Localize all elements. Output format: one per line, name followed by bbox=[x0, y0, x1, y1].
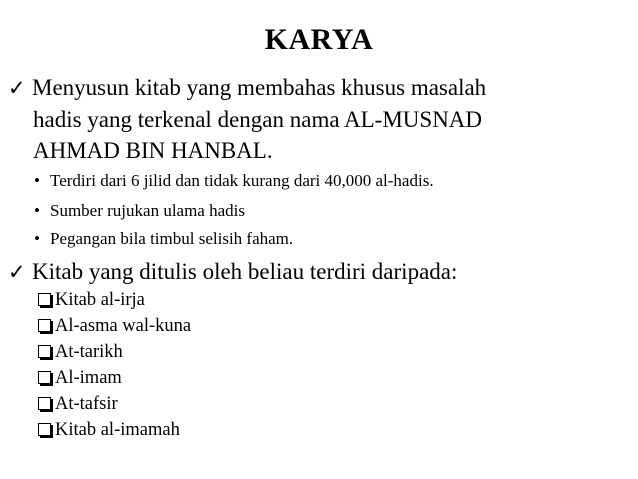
sub-bullet-item bbox=[34, 226, 293, 252]
kitab-list-item bbox=[38, 366, 122, 391]
bullet-dot-icon: • bbox=[34, 171, 40, 190]
square-bullet-icon bbox=[38, 397, 51, 410]
kitab-name: Kitab al-irja bbox=[55, 290, 145, 310]
kitab-list-item bbox=[38, 340, 123, 365]
point-1-line-3: AHMAD BIN HANBAL. bbox=[33, 138, 273, 163]
kitab-name: Al-imam bbox=[55, 368, 122, 388]
square-bullet-icon bbox=[38, 319, 51, 332]
square-bullet-icon bbox=[38, 345, 51, 358]
kitab-name: Al-asma wal-kuna bbox=[55, 316, 192, 336]
point-1-line-2: hadis yang terkenal dengan nama AL-MUSNAD bbox=[33, 107, 483, 132]
point-1-line-1: Menyusun kitab yang membahas khusus masalah bbox=[32, 75, 487, 100]
check-icon: ✓ bbox=[8, 260, 26, 284]
kitab-name: At-tarikh bbox=[55, 342, 123, 362]
point-1 bbox=[8, 72, 608, 166]
sub-bullet-text: Terdiri dari 6 jilid dan tidak kurang dari 40,000 al-hadis. bbox=[50, 171, 434, 190]
square-bullet-icon bbox=[38, 423, 51, 436]
check-icon: ✓ bbox=[8, 76, 26, 100]
point-2 bbox=[8, 256, 608, 288]
square-bullet-icon bbox=[38, 371, 51, 384]
kitab-name: Kitab al-imamah bbox=[55, 420, 180, 440]
point-2-line-1: Kitab yang ditulis oleh beliau terdiri daripada: bbox=[32, 259, 458, 284]
kitab-list-item bbox=[38, 392, 118, 417]
sub-bullet-item bbox=[34, 168, 434, 194]
sub-bullet-text: Sumber rujukan ulama hadis bbox=[50, 201, 245, 220]
slide-title: KARYA bbox=[264, 23, 374, 56]
kitab-list-item bbox=[38, 314, 191, 339]
kitab-list-item bbox=[38, 418, 180, 443]
bullet-dot-icon: • bbox=[34, 201, 40, 220]
square-bullet-icon bbox=[38, 293, 51, 306]
kitab-name: At-tafsir bbox=[55, 394, 118, 414]
kitab-list-item bbox=[38, 288, 145, 313]
bullet-dot-icon: • bbox=[34, 229, 40, 248]
sub-bullet-item bbox=[34, 198, 245, 224]
sub-bullet-text: Pegangan bila timbul selisih faham. bbox=[50, 229, 294, 248]
